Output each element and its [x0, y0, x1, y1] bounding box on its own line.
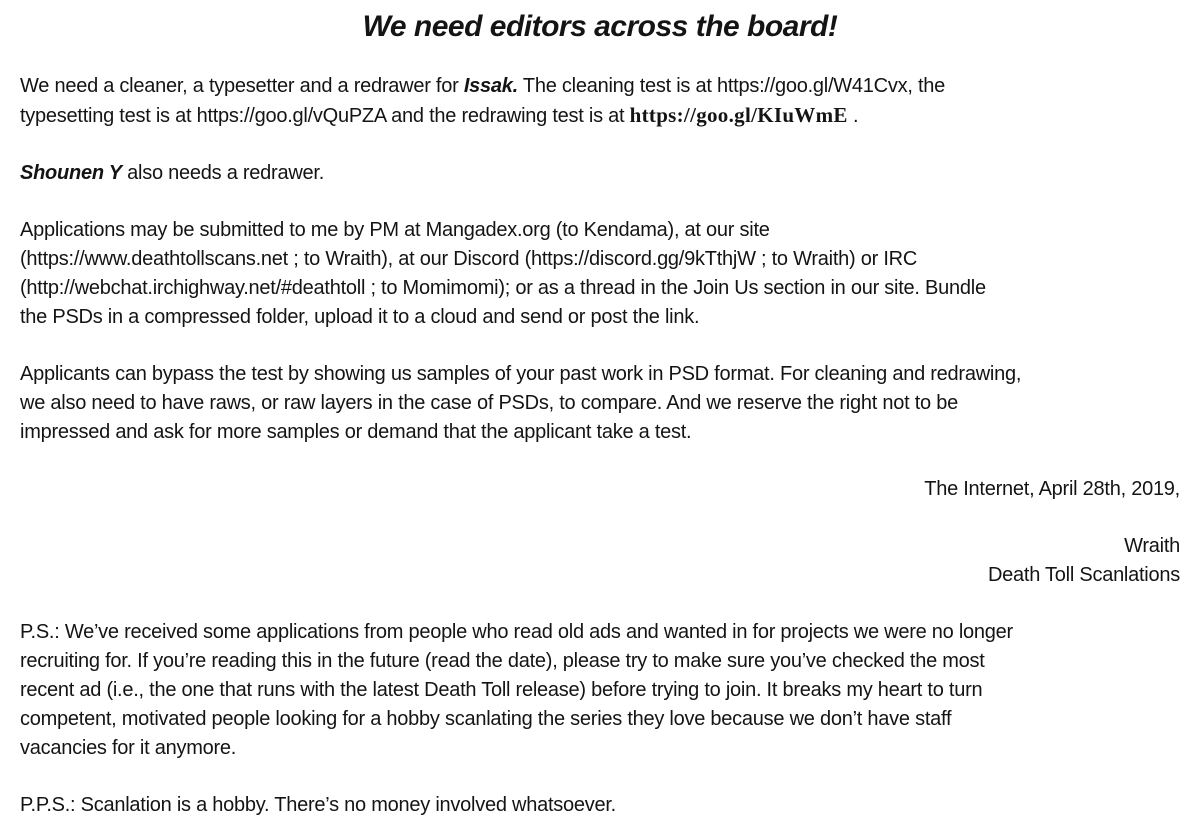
paragraph-recruitment: [20, 72, 1180, 131]
text-segment: Applicants can bypass the test by showing us samples of your past work in PSD format. For cleaning and redrawing,: [20, 363, 1022, 385]
text-line: [20, 274, 1180, 303]
text-line: [20, 159, 1180, 188]
text-segment: competent, motivated people looking for a hobby scanlating the series they love because we don’t have staff: [20, 708, 952, 730]
text-segment: P.P.S.: Scanlation is a hobby. There’s no money involved whatsoever.: [20, 794, 616, 816]
text-line: [20, 245, 1180, 274]
text-segment: vacancies for it anymore.: [20, 737, 237, 759]
paragraph-pps: [20, 791, 1180, 820]
text-line: [20, 618, 1180, 647]
dateline: [20, 475, 1180, 504]
text-segment: typesetting test is at https://goo.gl/vQuPZA and the redrawing test is at: [20, 105, 630, 127]
text-segment: Applications may be submitted to me by PM at Mangadex.org (to Kendama), at our site: [20, 219, 770, 241]
text-line: [20, 216, 1180, 245]
text-segment: P.S.: We’ve received some applications from people who read old ads and wanted in for projects we were no longer: [20, 621, 1013, 643]
text-line: [20, 676, 1180, 705]
page-title: We need editors across the board!: [362, 10, 838, 43]
text-segment: recruiting for. If you’re reading this in the future (read the date), please try to make sure you’ve checked the most: [20, 650, 985, 672]
text-line: [20, 389, 1180, 418]
text-line: [20, 561, 1180, 590]
text-line: [20, 360, 1180, 389]
text-line: [20, 647, 1180, 676]
signature: [20, 532, 1180, 590]
paragraph-ps: [20, 618, 1180, 763]
paragraph-applications: [20, 216, 1180, 332]
text-segment: the PSDs in a compressed folder, upload it to a cloud and send or post the link.: [20, 306, 700, 328]
text-segment: recent ad (i.e., the one that runs with the latest Death Toll release) before trying to join. It breaks my heart to turn: [20, 679, 983, 701]
text-line: [20, 734, 1180, 763]
text-segment: impressed and ask for more samples or demand that the applicant take a test.: [20, 421, 692, 443]
text-line: [20, 532, 1180, 561]
text-line: [20, 705, 1180, 734]
text-segment: Death Toll Scanlations: [987, 564, 1180, 586]
redrawing-test-url: https://goo.gl/KIuWmE: [629, 103, 848, 127]
text-line: [20, 72, 1180, 101]
text-segment: We need a cleaner, a typesetter and a redrawer for: [20, 75, 464, 97]
paragraph-shounen-y: [20, 159, 1180, 188]
text-segment: The cleaning test is at https://goo.gl/W41Cvx, the: [517, 75, 946, 97]
series-name-issak: Issak.: [463, 75, 518, 97]
paragraph-bypass: [20, 360, 1180, 447]
text-segment: also needs a redrawer.: [121, 162, 324, 184]
text-line: [20, 303, 1180, 332]
series-name-shounen-y: Shounen Y: [20, 162, 122, 184]
text-segment: (https://www.deathtollscans.net ; to Wraith), at our Discord (https://discord.gg/9kTthjW ; to Wraith) or IRC: [20, 248, 918, 270]
text-line: [20, 101, 1180, 131]
text-line: [20, 418, 1180, 447]
text-line: [20, 791, 1180, 820]
document-body: [20, 72, 1180, 820]
text-segment: (http://webchat.irchighway.net/#deathtoll ; to Momimomi); or as a thread in the Join Us section in our site. Bundle: [20, 277, 986, 299]
text-segment: Wraith: [1124, 535, 1180, 557]
text-segment: .: [847, 105, 859, 127]
text-line: [20, 475, 1180, 504]
text-segment: The Internet, April 28th, 2019,: [924, 478, 1180, 500]
text-segment: we also need to have raws, or raw layers in the case of PSDs, to compare. And we reserve the right not to be: [20, 392, 958, 414]
